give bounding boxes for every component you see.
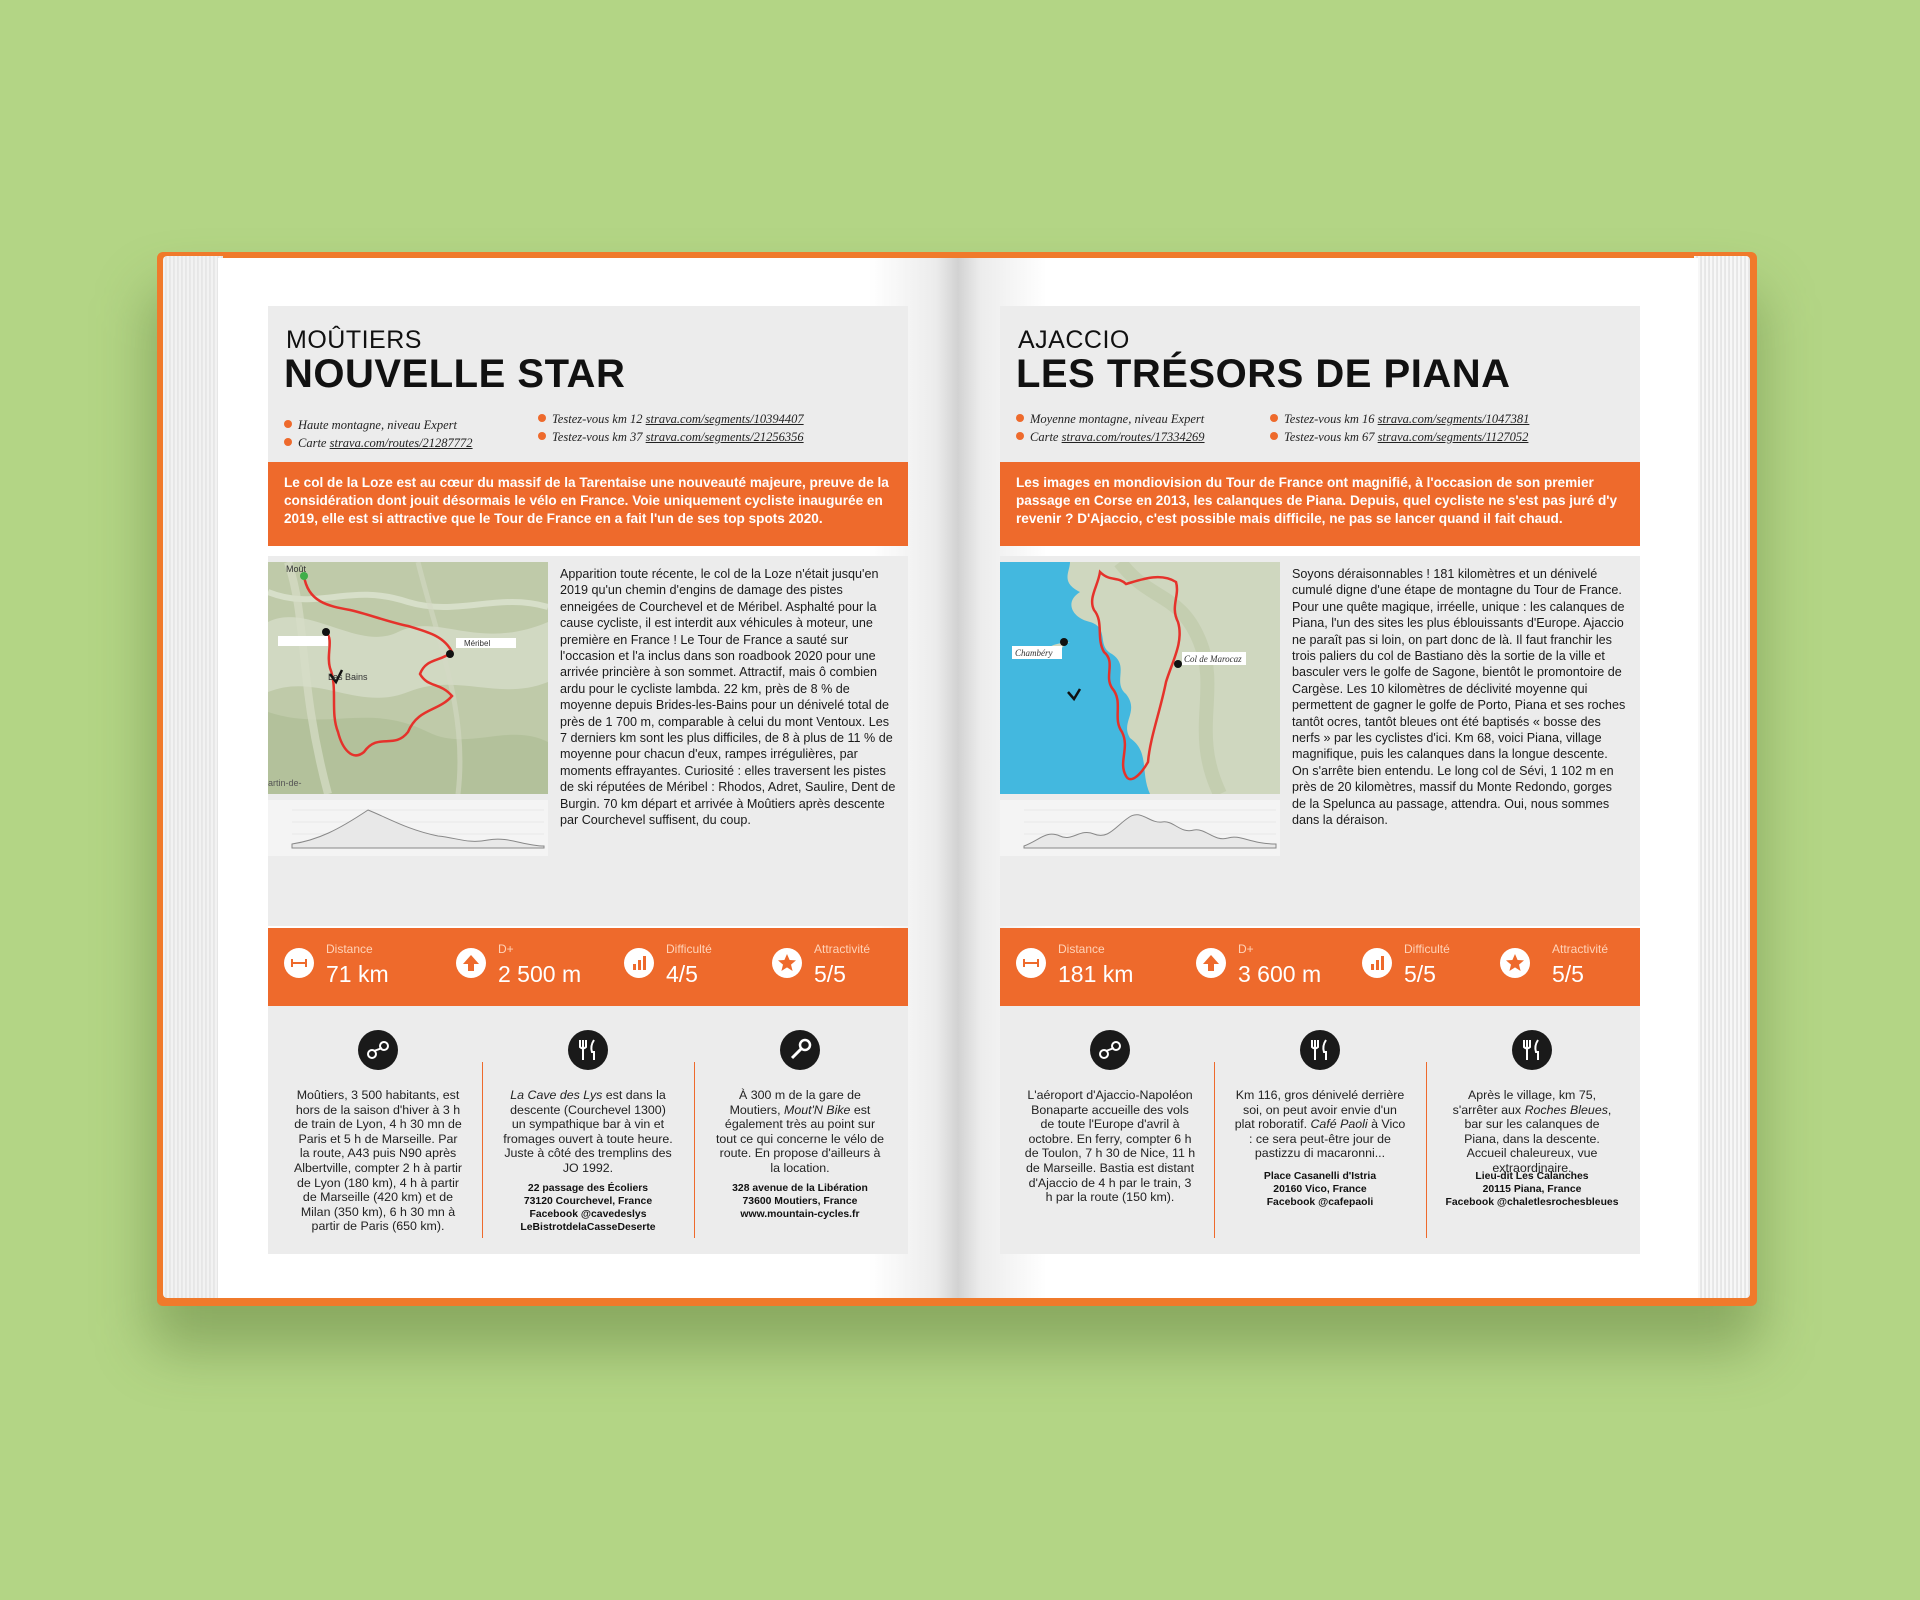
elevation-profile	[268, 800, 548, 856]
route-map	[268, 562, 548, 794]
fork-knife-icon	[568, 1030, 608, 1070]
transport-icon	[1090, 1030, 1130, 1070]
info-transport: Moûtiers, 3 500 habitants, est hors de la saison d'hiver à 3 h de train de Lyon, 4 h 30 mn de Paris et 5 h de Marseille. Par la route, A43 puis N90 après Albertville, compter 2 h à partir de Lyon (180 km), 4 h à partir de Marseille (420 km) et de Milan (350 km), 6 h 30 mn à partir de Paris (650 km).	[278, 1006, 478, 1254]
route-map-svg	[268, 562, 548, 794]
header-panel	[1000, 306, 1640, 470]
map-label-town: Les Bains	[328, 672, 368, 682]
star-icon	[772, 948, 802, 978]
bullet-icon	[538, 414, 546, 422]
meta-level: Moyenne montagne, niveau Expert	[1016, 412, 1204, 427]
page-title: LES TRÉSORS DE PIANA	[1016, 352, 1511, 396]
info-restaurant: La Cave des Lys est dans la descente (Courchevel 1300) un sympathique bar à vin et fromages ouvert à toute heure. Juste à côté des tremplins des JO 1992. 22 passage des Écoliers 73120 Courchevel, France Facebook @cavedeslys LeBistrotdelaCasseDeserte	[488, 1006, 688, 1254]
info-panel	[1000, 1006, 1640, 1254]
meta-map: Carte strava.com/routes/17334269	[1016, 430, 1205, 445]
page-title: NOUVELLE STAR	[284, 352, 626, 396]
left-page	[218, 258, 958, 1298]
map-label-start: Moût	[286, 564, 307, 574]
difficulty-icon	[624, 948, 654, 978]
bullet-icon	[538, 432, 546, 440]
elevation-icon	[1196, 948, 1226, 978]
map-label-edge: artin-de-	[268, 778, 302, 788]
segment-link-1[interactable]: strava.com/segments/1047381	[1377, 412, 1530, 426]
segment-link-2[interactable]: strava.com/segments/1127052	[1377, 430, 1529, 444]
route-panel	[1000, 556, 1640, 926]
stats-bar: Distance 181 km D+ 3 600 m Difficulté 5/5 Attractivité 5/5	[1000, 928, 1640, 1006]
page-edge-right	[1694, 256, 1750, 1298]
segment-link-1[interactable]: strava.com/segments/10394407	[645, 412, 804, 426]
meta-test1: Testez-vous km 16 strava.com/segments/1047381	[1270, 412, 1529, 427]
bullet-icon	[1270, 432, 1278, 440]
intro-banner: Le col de la Loze est au cœur du massif de la Tarentaise une nouveauté majeure, preuve de la considération dont jouit désormais le vélo en France. Voie uniquement cycliste inaugurée en 2019, elle est si attractive que le Tour de France en a fait l'un de ses top spots 2020.	[268, 462, 908, 546]
map-label-place: Méribel	[464, 639, 491, 648]
bullet-icon	[284, 420, 292, 428]
bullet-icon	[284, 438, 292, 446]
info-restaurant: Km 116, gros dénivelé derrière soi, on peut avoir envie d'un plat roboratif. Café Paoli à Vico : ce sera peut-être jour de pastizzu di macaronni... Place Casanelli d'Istria 20160 Vico, France Facebook @cafepaoli	[1220, 1006, 1420, 1254]
distance-icon	[284, 948, 314, 978]
right-page	[958, 258, 1698, 1298]
info-bike-shop: À 300 m de la gare de Moutiers, Mout'N Bike est également très au point sur tout ce qui concerne le vélo de route. En propose d'ailleurs à la location. 328 avenue de la Libération 73600 Moutiers, France www.mountain-cycles.fr	[700, 1006, 900, 1254]
divider	[1214, 1062, 1215, 1238]
meta-level: Haute montagne, niveau Expert	[284, 418, 457, 433]
bullet-icon	[1270, 414, 1278, 422]
route-map	[1000, 562, 1280, 794]
fork-knife-icon	[1300, 1030, 1340, 1070]
divider	[694, 1062, 695, 1238]
page-edge-left	[163, 256, 223, 1298]
divider	[1426, 1062, 1427, 1238]
difficulty-icon	[1362, 948, 1392, 978]
distance-icon	[1016, 948, 1046, 978]
info-address: 328 avenue de la Libération 73600 Moutiers, France www.mountain-cycles.fr	[732, 1183, 868, 1220]
info-bar: Après le village, km 75, s'arrêter aux Roches Bleues, bar sur les calanques de Piana, dans la descente. Accueil chaleureux, vue extraordinaire. Lieu-dit Les Calanches 20115 Piana, France Facebook @chaletlesrochesbleues	[1432, 1006, 1632, 1254]
location-kicker: AJACCIO	[1018, 326, 1130, 354]
info-address: 22 passage des Écoliers 73120 Courchevel, France Facebook @cavedeslys LeBistrotdelaCasseDeserte	[520, 1183, 656, 1233]
intro-banner: Les images en mondiovision du Tour de France ont magnifié, à l'occasion de son premier passage en Corse en 2013, les calanques de Piana. Depuis, quel cycliste ne s'est pas juré d'y revenir ? D'Ajaccio, c'est possible mais difficile, ne pas se lancer quand il fait chaud.	[1000, 462, 1640, 546]
fork-knife-icon	[1512, 1030, 1552, 1070]
map-link[interactable]: strava.com/routes/17334269	[1061, 430, 1205, 444]
header-panel	[268, 306, 908, 470]
map-label-right: Col de Marocaz	[1184, 654, 1242, 664]
meta-test2: Testez-vous km 67 strava.com/segments/1127052	[1270, 430, 1528, 445]
elevation-profile	[1000, 800, 1280, 856]
meta-test2: Testez-vous km 37 strava.com/segments/21256356	[538, 430, 804, 445]
star-icon	[1500, 948, 1530, 978]
segment-link-2[interactable]: strava.com/segments/21256356	[645, 430, 804, 444]
stats-bar: Distance 71 km D+ 2 500 m Difficulté 4/5 Attractivité 5/5	[268, 928, 908, 1006]
info-address: Place Casanelli d'Istria 20160 Vico, France Facebook @cafepaoli	[1263, 1171, 1377, 1208]
body-text: Apparition toute récente, le col de la Loze n'était jusqu'en 2019 qu'un chemin d'engins de damage des pistes enneigées de Courchevel et de Méribel. Asphalté pour la cause cycliste, il est interdit aux véhicules à moteur, une première en France ! Le Tour de France a sauté sur l'occasion et l'a inclus dans son roadbook 2020 pour une arrivée princière à son sommet. Attractif, mais ô combien ardu pour le cycliste lambda. 22 km, près de 8 % de moyenne depuis Brides-les-Bains pour un dénivelé total de près de 1 700 m, comparable à celui du mont Ventoux. Les 7 derniers km sont les plus difficiles, de 8 à plus de 11 % de moyenne pour chacun d'eux, rampes irrégulières, par moments effrayantes. Curiosité : elles traversent les pistes de ski réputées de Méribel : Rhodos, Adret, Saulire, Dent de Burgin. 70 km départ et arrivée à Moûtiers après descente par Courchevel suffisent, du coup.	[560, 567, 896, 828]
meta-test1: Testez-vous km 12 strava.com/segments/10394407	[538, 412, 804, 427]
transport-icon	[358, 1030, 398, 1070]
route-map-svg	[1000, 562, 1280, 794]
bullet-icon	[1016, 432, 1024, 440]
map-link[interactable]: strava.com/routes/21287772	[329, 436, 473, 450]
info-transport: L'aéroport d'Ajaccio-Napoléon Bonaparte accueille des vols de toute l'Europe d'avril à octobre. En ferry, compter 6 h de Toulon, 7 h 30 de Nice, 11 h de Marseille. Bastia est distant d'Ajaccio de 4 h par le train, 3 h par la route (150 km).	[1010, 1006, 1210, 1254]
wrench-icon	[780, 1030, 820, 1070]
body-text: Soyons déraisonnables ! 181 kilomètres et un dénivelé cumulé digne d'une étape de montagne du Tour de France. Pour une quête magique, irréelle, unique : les calanques de Piana, l'un des sites les plus éblouissants d'Europe. Ajaccio ne paraît pas si loin, on part donc de là. Il faut franchir les trois paliers du col de Bastiano dès la sortie de la ville et basculer vers le golfe de Sagone, bientôt le promontoire de Cargèse. Les 10 kilomètres de déclivité moyenne qui permettent de gagner le golfe de Porto, Piana et ses roches tantôt ocres, tantôt bleues ont été baptisés « bosse des nerfs » par les cyclistes d'ici. Km 68, voici Piana, village magnifique, puis les calanques dans la longue descente. On s'arrête bien entendu. Le long col de Sévi, 1 102 m en près de 20 kilomètres, massif du Monte Redondo, gorges de la Spelunca au passage, attendra. Oui, nous sommes dans la déraison.	[1292, 567, 1626, 828]
info-address: Lieu-dit Les Calanches 20115 Piana, France Facebook @chaletlesrochesbleues	[1445, 1171, 1619, 1208]
route-panel	[268, 556, 908, 926]
meta-map: Carte strava.com/routes/21287772	[284, 436, 473, 451]
elevation-icon	[456, 948, 486, 978]
info-panel	[268, 1006, 908, 1254]
location-kicker: MOÛTIERS	[286, 326, 422, 354]
map-label-left: Chambéry	[1015, 648, 1053, 658]
divider	[482, 1062, 483, 1238]
bullet-icon	[1016, 414, 1024, 422]
